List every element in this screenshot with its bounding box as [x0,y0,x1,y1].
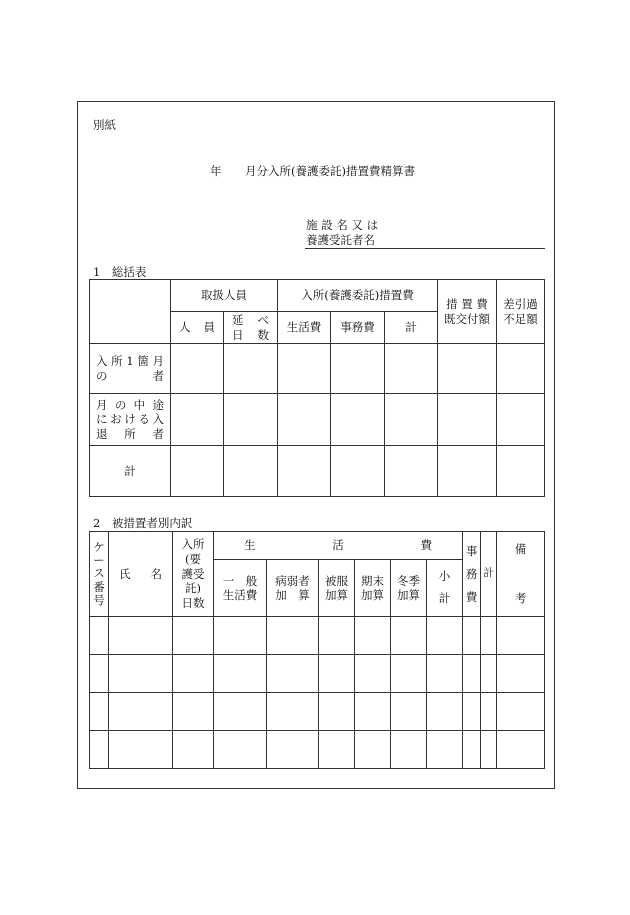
summary-heading: 1 総括表 [93,265,147,279]
detail-header-winter: 冬季 加算 [391,560,427,617]
facility-name-label: 施 設 名 又 は [306,218,379,232]
table-row [90,617,545,655]
row-label-full-month: 入所1箇月 の 者 [90,344,171,394]
detail-header-subtotal: 小 計 [427,560,463,617]
detail-header-remarks: 備 考 [497,532,545,617]
detail-header-weak: 病弱者 加 算 [267,560,319,617]
detail-header-living: 生 活 費 [214,532,463,560]
summary-header-diff: 差引過 不足額 [497,280,545,344]
table-row [90,446,545,497]
table-row [90,394,545,446]
summary-header-living: 生活費 [278,312,331,344]
summary-header-total: 計 [385,312,438,344]
detail-header-case-number: ケース番号 [90,532,109,617]
facility-name-line [305,248,545,249]
summary-corner-cell [90,280,171,344]
table-row [90,693,545,731]
row-label-total: 計 [90,446,171,497]
attachment-label: 別紙 [93,118,116,132]
summary-header-staff: 取扱人員 [171,280,278,312]
detail-heading: 2 被措置者別内訳 [93,516,193,530]
summary-table [89,279,545,497]
table-row [90,344,545,394]
row-label-mid-month: 月の中途 における入 退 所 者 [90,394,171,446]
title-year: 年 [210,164,222,178]
detail-table [89,531,545,769]
summary-header-days: 延 べ 日 数 [224,312,278,344]
detail-header-clothing: 被服 加算 [319,560,355,617]
detail-header-general: 一 般 生活費 [214,560,267,617]
detail-header-office: 事 務 費 [463,532,481,617]
detail-header-days: 入所 (要 護受 託) 日数 [173,532,214,617]
summary-header-paid: 措 置 費 既交付額 [438,280,497,344]
document-title: 月分入所(養護委託)措置費精算書 [245,164,415,178]
consignee-name-label: 養護受託者名 [306,233,375,247]
table-row [90,655,545,693]
detail-header-name: 氏 名 [109,532,173,617]
summary-header-office: 事務費 [331,312,385,344]
summary-header-persons: 人 員 [171,312,224,344]
detail-header-term-end: 期末 加算 [355,560,391,617]
summary-header-cost: 入所(養護委託)措置費 [278,280,438,312]
table-row [90,731,545,769]
detail-header-total: 計 [481,532,497,617]
